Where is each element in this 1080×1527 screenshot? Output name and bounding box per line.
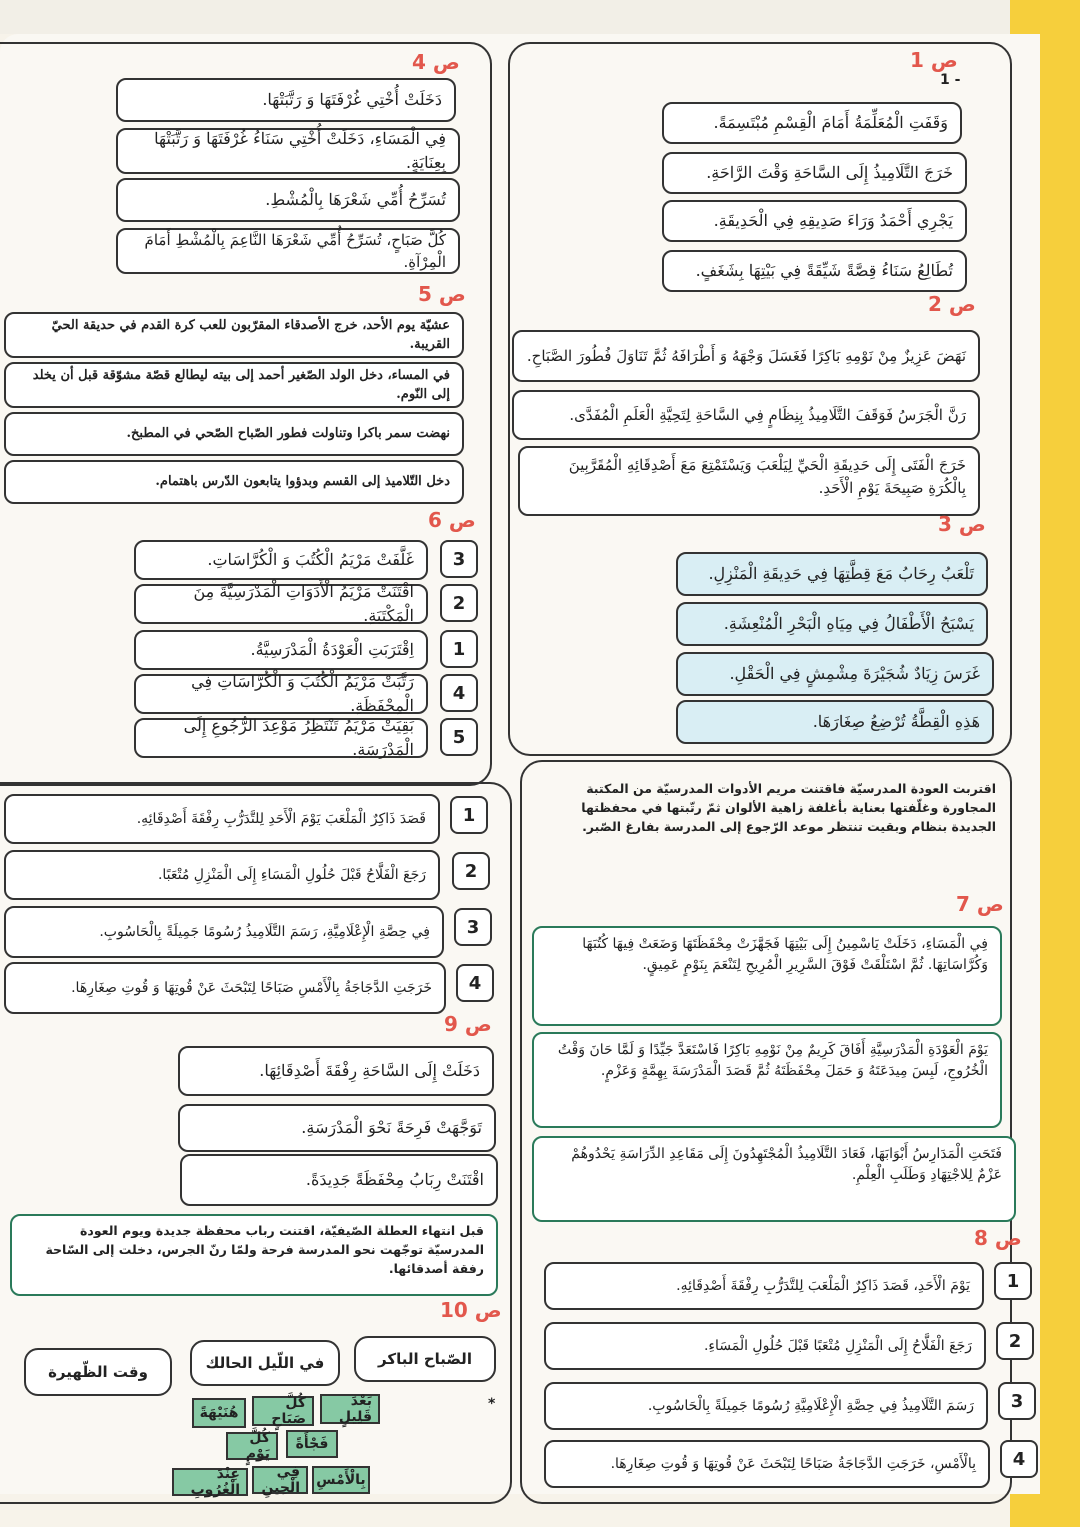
s8-sentence-3: رَسَمَ التَّلَامِيذُ فِي حِصَّةِ الْإِعْلَامِيَّةِ رُسُومًا جَمِيلَةً بِالْحَاسُوبِ. — [544, 1382, 988, 1430]
section-label-10: ص 10 — [440, 1298, 502, 1322]
s6-order-5: 5 — [440, 718, 478, 756]
s8b-number-4: 4 — [456, 964, 494, 1002]
section-label-6: ص 6 — [428, 508, 476, 532]
s6-sentence-5: بَقِيَتْ مَرْيَمُ تَنْتَظِرُ مَوْعِدَ الرُّجُوعِ إِلَى الْمَدْرَسَةِ. — [134, 718, 428, 758]
s8b-number-1: 1 — [450, 796, 488, 834]
time-phrase-night: في اللّيل الحالك — [190, 1340, 340, 1386]
section-label-3: ص 3 — [938, 512, 986, 536]
s9-paragraph: قبل انتهاء العطلة الصّيفيّة، اقتنت رباب محفظة جديدة ويوم العودة المدرسيّة توجّهت نحو المدرسة فرحة ولمّا رنّ الجرس، دخلت إلى السّاحة رفقة أصدقائها. — [10, 1214, 498, 1296]
tag-at-sunset: عِنْدَ الْغُرُوبِ — [172, 1468, 248, 1496]
s5-sentence-1: عشيّة يوم الأحد، خرج الأصدقاء المقرّبون للعب كرة القدم في حديقة الحيّ القريبة. — [4, 312, 464, 358]
s8b-sentence-2: رَجَعَ الْفَلَّاحُ قَبْلَ حُلُولِ الْمَسَاءِ إِلَى الْمَنْزِلِ مُتْعَبًا. — [4, 850, 440, 900]
s9-sentence-1: دَخَلَتْ إِلَى السَّاحَةِ رِفْقَةَ أَصْدِقَائِهَا. — [178, 1046, 494, 1096]
s3-sentence-4: هَذِهِ الْقِطَّةُ تُرْضِعُ صِغَارَهَا. — [676, 700, 994, 744]
s7-text-3: فَتَحَتِ الْمَدَارِسُ أَبْوَابَهَا، فَعَادَ التَّلَامِيذُ الْمُجْتَهِدُونَ إِلَى مَقَاعِدِ الدِّرَاسَةِ يَحْدُوهُمْ عَزْمٌ لِلاجْتِهَادِ وَطَلَبِ الْعِلْمِ. — [532, 1136, 1016, 1222]
s6-order-4: 4 — [440, 674, 478, 712]
tag-suddenly: فَجْأَةً — [286, 1430, 338, 1458]
s4-sentence-1: دَخَلَتْ أُخْتِي غُرْفَتَهَا وَ رَتَّبَتْهَا. — [116, 78, 456, 122]
s8-number-2: 2 — [996, 1322, 1034, 1360]
s3-sentence-2: يَسْبَحُ الْأَطْفَالُ فِي مِيَاهِ الْبَحْرِ الْمُنْعِشَةِ. — [676, 602, 988, 646]
s2-sentence-2: رَنَّ الْجَرَسُ فَوَقَفَ التَّلَامِيذُ بِنِظَامٍ فِي السَّاحَةِ لِتَحِيَّةِ الْعَلَمِ الْمُفَدَّى. — [512, 390, 980, 440]
s8-number-1: 1 — [994, 1262, 1032, 1300]
tag-yesterday: بِالْأَمْسِ — [312, 1466, 370, 1494]
s5-sentence-2: في المساء، دخل الولد الصّغير أحمد إلى بيته ليطالع قصّة مشوّقة قبل أن يخلد إلى النّوم. — [4, 362, 464, 408]
s4-sentence-2: فِي الْمَسَاءِ، دَخَلَتْ أُخْتِي سَنَاءُ غُرْفَتَهَا وَ رَتَّبَتْهَا بِعِنَايَةٍ. — [116, 128, 460, 174]
s8b-sentence-4: خَرَجَتِ الدَّجَاجَةُ بِالْأَمْسِ صَبَاحًا لِتَبْحَثَ عَنْ قُوتِهَا وَ قُوتِ صِغَارِهَا. — [4, 962, 446, 1014]
section-label-4: ص 4 — [412, 50, 460, 74]
section-label-8: ص 8 — [974, 1226, 1022, 1250]
tag-shortly: بَعْدَ قَلِيلٍ — [320, 1394, 380, 1424]
s1-sentence-4: تُطَالِعُ سَنَاءُ قِصَّةً شَيِّقَةً فِي بَيْتِهَا بِشَغَفٍ. — [662, 250, 967, 292]
section-label-9: ص 9 — [444, 1012, 492, 1036]
s2-sentence-3: خَرَجَ الْفَتَى إِلَى حَدِيقَةِ الْحَيِّ لِيَلْعَبَ وَيَسْتَمْتِعَ مَعَ أَصْدِقَائِهِ الْمُقَرَّبِينَ بِالْكُرَةِ صَبِيحَةَ يَوْمِ الْأَحَدِ. — [518, 446, 980, 516]
s8b-sentence-3: فِي حِصَّةِ الْإِعْلَامِيَّةِ، رَسَمَ التَّلَامِيذُ رُسُومًا جَمِيلَةً بِالْحَاسُوبِ. — [4, 906, 444, 958]
s6-sentence-2: اقْتَنَتْ مَرْيَمُ الْأَدَوَاتِ الْمَدْرَسِيَّةَ مِنَ الْمَكْتَبَةِ. — [134, 584, 428, 624]
exercise-number: 1 - — [940, 72, 961, 88]
s6-order-2: 2 — [440, 584, 478, 622]
time-phrase-morning: الصّباح الباكر — [354, 1336, 496, 1382]
s4-sentence-3: تُسَرِّحُ أُمِّي شَعْرَهَا بِالْمُشْطِ. — [116, 178, 460, 222]
s2-sentence-1: نَهَضَ عَزِيزٌ مِنْ نَوْمِهِ بَاكِرًا فَغَسَلَ وَجْهَهُ وَ أَطْرَافَهُ ثُمَّ تَنَاوَلَ فُطُورَ الصَّبَاحِ. — [512, 330, 980, 382]
s1-sentence-3: يَجْرِي أَحْمَدُ وَرَاءَ صَدِيقِهِ فِي الْحَدِيقَةِ. — [662, 200, 967, 242]
s6-sentence-3: اِقْتَرَبَتِ الْعَوْدَةُ الْمَدْرَسِيَّةُ. — [134, 630, 428, 670]
s3-sentence-3: غَرَسَ زِيَادٌ شُجَيْرَةَ مِشْمِشٍ فِي الْحَقْلِ. — [676, 652, 994, 696]
section-label-1: ص 1 — [910, 48, 958, 72]
s7-text-2: يَوْمَ الْعَوْدَةِ الْمَدْرَسِيَّةِ أَفَاقَ كَرِيمٌ مِنْ نَوْمِهِ بَاكِرًا فَاسْتَعَدَّ جَيِّدًا وَ لَمَّا حَانَ وَقْتُ الْخُرُوجِ، لَبِسَ مِيدَعَتَهُ وَ حَمَلَ مِحْفَظَتَهُ ثُمَّ قَصَدَ الْمَدْرَسَةَ بِهِمَّةٍ وَعَزْمٍ. — [532, 1032, 1002, 1128]
time-phrase-noon: وقت الظّهيرة — [24, 1348, 172, 1396]
s8-number-4: 4 — [1000, 1440, 1038, 1478]
s6-order-1: 3 — [440, 540, 478, 578]
tag-immediately: فِي الْحِينِ — [252, 1466, 308, 1494]
section-label-2: ص 2 — [928, 292, 976, 316]
s8-sentence-2: رَجَعَ الْفَلَّاحُ إِلَى الْمَنْزِلِ مُتْعَبًا قَبْلَ حُلُولِ الْمَسَاءِ. — [544, 1322, 986, 1370]
s7-text-1: فِي الْمَسَاءِ، دَخَلَتْ يَاسْمِينُ إِلَى بَيْتِهَا فَجَهَّزَتْ مِحْفَظَتَهَا وَضَعَتْ فِيهَا كُتُبَهَا وَكُرَّاسَاتِهَا. ثُمَّ اسْتَلْقَتْ فَوْقَ السَّرِيرِ الْمُرِيحِ لِتَنْعَمَ بِنَوْمٍ عَمِيقٍ. — [532, 926, 1002, 1026]
star-marker: * — [488, 1396, 496, 1412]
tag-every-morning: كُلَّ صَبَاحٍ — [252, 1396, 314, 1426]
s8b-sentence-1: قَصَدَ ذَاكِرٌ الْمَلْعَبَ يَوْمَ الْأَحَدِ لِلتَّدَرُّبِ رِفْقَةَ أَصْدِقَائِهِ. — [4, 794, 440, 844]
s8b-number-2: 2 — [452, 852, 490, 890]
s6-order-3: 1 — [440, 630, 478, 668]
page-top-margin — [0, 0, 1080, 34]
s8b-number-3: 3 — [454, 908, 492, 946]
s4-sentence-4: كُلَّ صَبَاحٍ، تُسَرِّحُ أُمِّي شَعْرَهَا النَّاعِمَ بِالْمُشْطِ أَمَامَ الْمِرْآةِ. — [116, 228, 460, 274]
s6-sentence-1: غَلَّفَتْ مَرْيَمُ الْكُتُبَ وَ الْكُرَّاسَاتِ. — [134, 540, 428, 580]
s1-sentence-1: وَقَفَتِ الْمُعَلِّمَةُ أَمَامَ الْقِسْمِ مُبْتَسِمَةً. — [662, 102, 962, 144]
section-label-7: ص 7 — [956, 892, 1004, 916]
tag-moment: هُنَيْهَةً — [192, 1398, 246, 1428]
s9-sentence-3: اقْتَنَتْ رِبَابُ مِحْفَظَةً جَدِيدَةً. — [180, 1154, 498, 1206]
s8-sentence-1: يَوْمَ الْأَحَدِ، قَصَدَ ذَاكِرٌ الْمَلْعَبَ لِلتَّدَرُّبِ رِفْقَةَ أَصْدِقَائِهِ. — [544, 1262, 984, 1310]
section-label-5: ص 5 — [418, 282, 466, 306]
tag-every-day: كُلَّ يَوْمٍ — [226, 1432, 278, 1460]
s5-sentence-4: دخل التّلاميذ إلى القسم وبدؤوا يتابعون الدّرس باهتمام. — [4, 460, 464, 504]
s1-sentence-2: خَرَجَ التَّلَامِيذُ إِلَى السَّاحَةِ وَقْتَ الرَّاحَةِ. — [662, 152, 967, 194]
s3-sentence-1: تَلْعَبُ رِحَابُ مَعَ قِطَّتِهَا فِي حَدِيقَةِ الْمَنْزِلِ. — [676, 552, 988, 596]
s7-paragraph: اقتربت العودة المدرسيّة فاقتنت مريم الأدوات المدرسيّة من المكتبة المجاورة وغلّفتها بعناية بأغلفة زاهية الألوان ثمّ رتّبتها في محفظتها الجديدة بنظام وبقيت تنتظر موعد الرّجوع إلى المدرسة بفارغ الصّبر. — [581, 781, 996, 834]
s9-sentence-2: تَوَجَّهَتْ فَرِحَةً نَحْوَ الْمَدْرَسَةِ. — [178, 1104, 496, 1152]
s8-number-3: 3 — [998, 1382, 1036, 1420]
s8-sentence-4: بِالْأَمْسِ، خَرَجَتِ الدَّجَاجَةُ صَبَاحًا لِتَبْحَثَ عَنْ قُوتِهَا وَ قُوتِ صِغَارِهَا. — [544, 1440, 990, 1488]
s5-sentence-3: نهضت سمر باكرا وتناولت فطور الصّباح الصّحي في المطبخ. — [4, 412, 464, 456]
s6-sentence-4: رَتَّبَتْ مَرْيَمُ الْكُتُبَ وَ الْكُرَّاسَاتِ فِي الْمِحْفَظَةِ. — [134, 674, 428, 714]
